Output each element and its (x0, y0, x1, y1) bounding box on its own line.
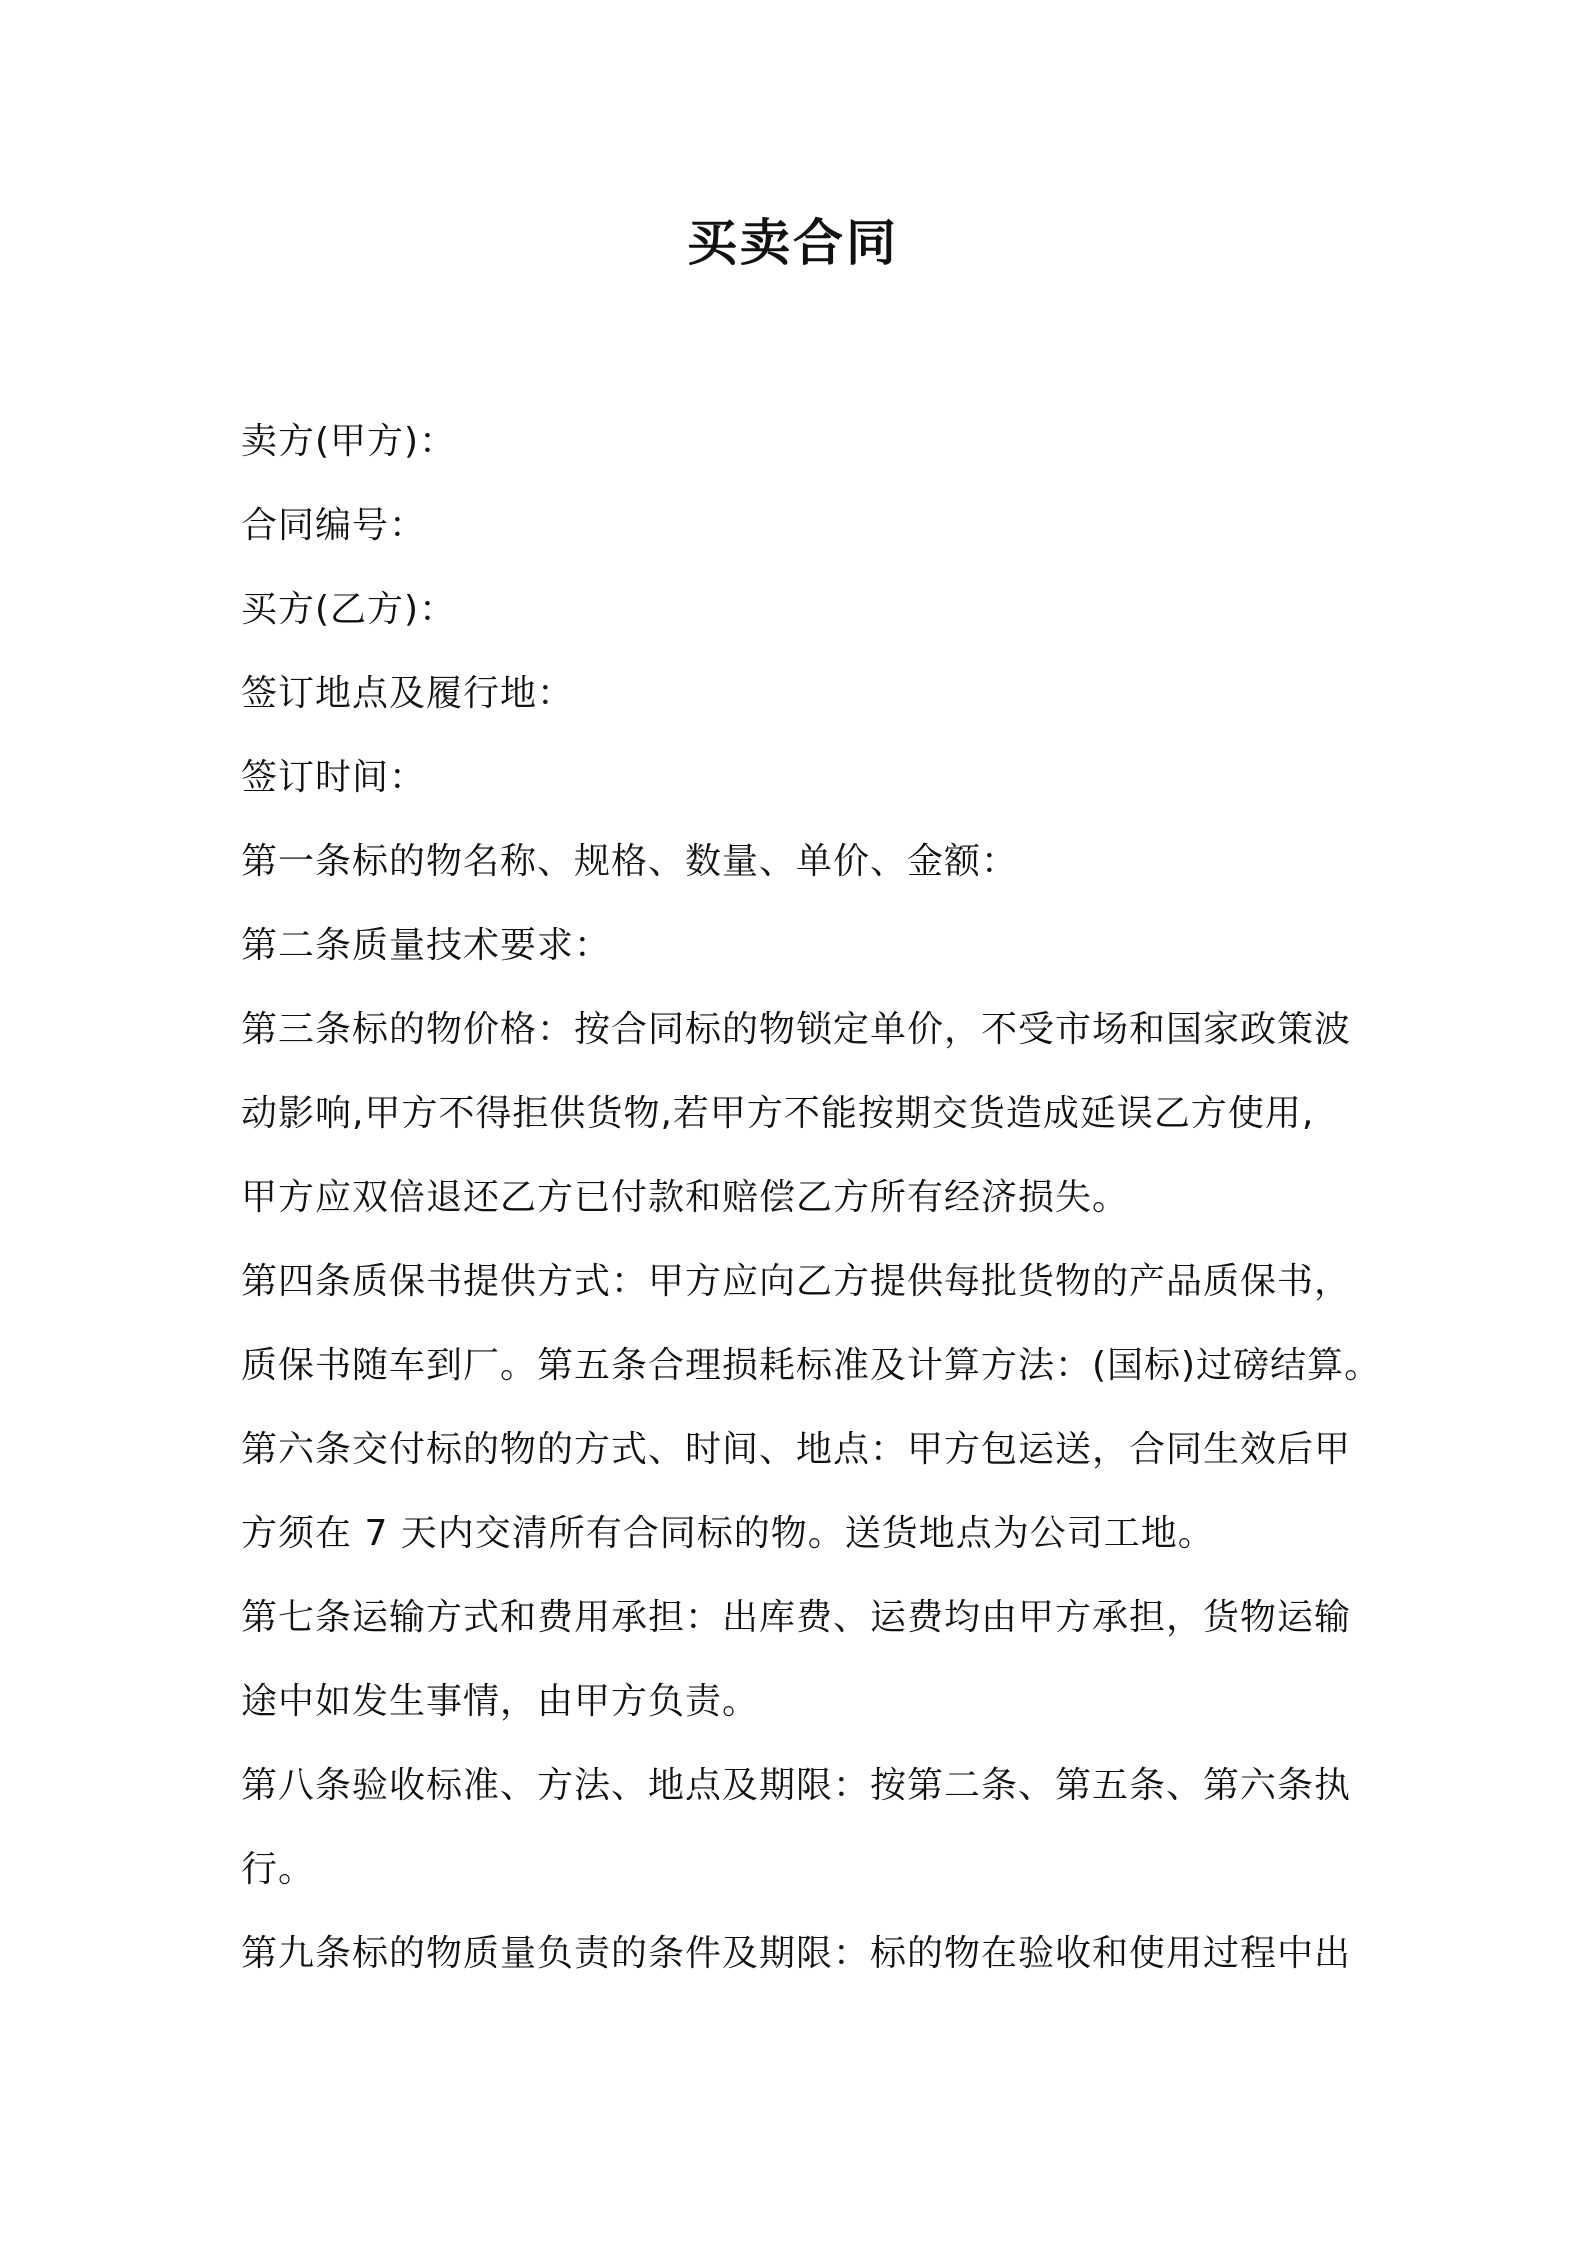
article-3-line-3: 甲方应双倍退还乙方已付款和赔偿乙方所有经济损失。 (241, 1177, 1130, 1218)
article-8-line-1: 第八条验收标准、方法、地点及期限：按第二条、第五条、第六条执 (241, 1765, 1352, 1806)
article-9-line-1: 第九条标的物质量负责的条件及期限：标的物在验收和使用过程中出 (241, 1933, 1352, 1974)
article-7-line-2: 途中如发生事情，由甲方负责。 (241, 1681, 760, 1722)
article-6-line-1: 第六条交付标的物的方式、时间、地点：甲方包运送，合同生效后甲 (241, 1429, 1352, 1470)
seller-field-line: 卖方(甲方)： (241, 421, 457, 462)
contract-number-line: 合同编号： (241, 505, 427, 546)
signing-place-line: 签订地点及履行地： (241, 673, 575, 714)
article-4-line-1: 第四条质保书提供方式：甲方应向乙方提供每批货物的产品质保书， (241, 1261, 1352, 1302)
buyer-field-line: 买方(乙方)： (241, 589, 457, 630)
article-2-line: 第二条质量技术要求： (241, 925, 612, 966)
document-title: 买卖合同 (687, 214, 899, 272)
contract-body (241, 400, 1382, 1996)
signing-time-line: 签订时间： (241, 757, 427, 798)
article-8-line-2: 行。 (241, 1849, 316, 1890)
article-7-line-1: 第七条运输方式和费用承担：出库费、运费均由甲方承担，货物运输 (241, 1597, 1352, 1638)
article-1-line: 第一条标的物名称、规格、数量、单价、金额： (241, 841, 1019, 882)
article-3-line-2: 动影响,甲方不得拒供货物,若甲方不能按期交货造成延误乙方使用, (241, 1093, 1315, 1134)
article-4-5-line: 质保书随车到厂。第五条合理损耗标准及计算方法：(国标)过磅结算。 (241, 1345, 1382, 1386)
article-6-line-2: 方须在 7 天内交清所有合同标的物。送货地点为公司工地。 (241, 1513, 1215, 1554)
article-3-line-1: 第三条标的物价格：按合同标的物锁定单价，不受市场和国家政策波 (241, 1009, 1352, 1050)
